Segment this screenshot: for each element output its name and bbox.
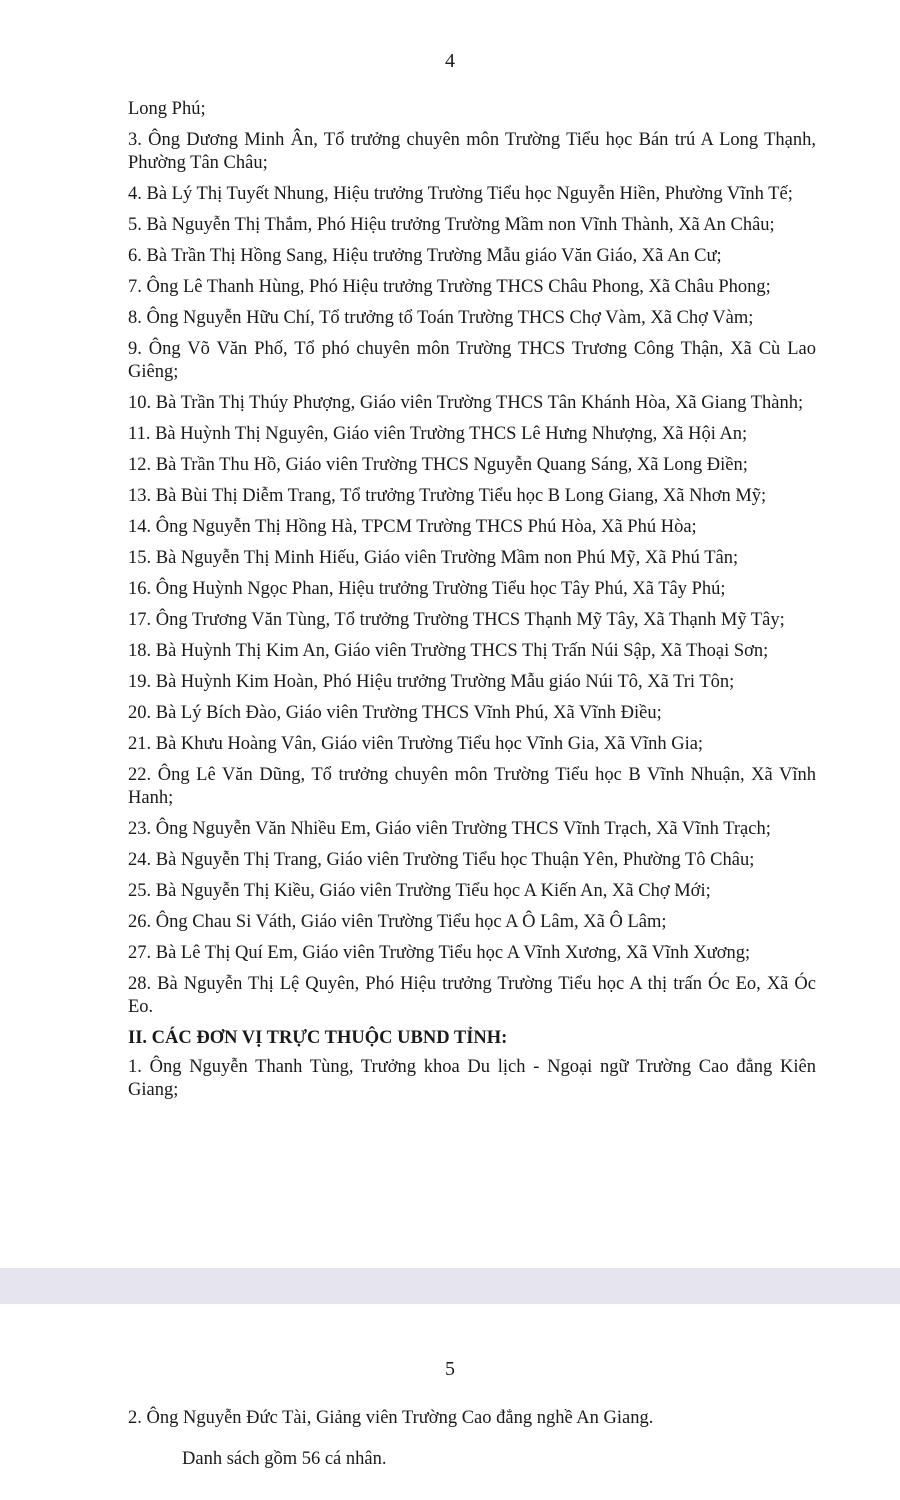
list-item: 13. Bà Bùi Thị Diễm Trang, Tổ trưởng Trường Tiểu học B Long Giang, Xã Nhơn Mỹ; <box>128 486 767 506</box>
list-item: 16. Ông Huỳnh Ngọc Phan, Hiệu trưởng Trường Tiểu học Tây Phú, Xã Tây Phú; <box>128 579 726 599</box>
list-item: 6. Bà Trần Thị Hồng Sang, Hiệu trưởng Trường Mẫu giáo Văn Giáo, Xã An Cư; <box>128 246 722 266</box>
page-number: 4 <box>445 50 455 72</box>
list-item: 24. Bà Nguyễn Thị Trang, Giáo viên Trường Tiểu học Thuận Yên, Phường Tô Châu; <box>128 850 755 870</box>
list-item: 19. Bà Huỳnh Kim Hoàn, Phó Hiệu trưởng Trường Mẫu giáo Núi Tô, Xã Tri Tôn; <box>128 672 735 692</box>
list-item: 4. Bà Lý Thị Tuyết Nhung, Hiệu trưởng Trường Tiểu học Nguyễn Hiền, Phường Vĩnh Tế; <box>128 184 793 204</box>
list-item: 18. Bà Huỳnh Thị Kim An, Giáo viên Trường THCS Thị Trấn Núi Sập, Xã Thoại Sơn; <box>128 641 769 661</box>
member-list <box>128 98 816 1019</box>
list-item: 15. Bà Nguyễn Thị Minh Hiếu, Giáo viên Trường Mầm non Phú Mỹ, Xã Phú Tân; <box>128 548 739 568</box>
list-item: 10. Bà Trần Thị Thúy Phượng, Giáo viên Trường THCS Tân Khánh Hòa, Xã Giang Thành; <box>128 393 804 413</box>
list-item: 28. Bà Nguyễn Thị Lệ Quyên, Phó Hiệu trưởng Trường Tiểu học A thị trấn Óc Eo, Xã Óc Eo. <box>128 974 816 1017</box>
list-item: 25. Bà Nguyễn Thị Kiều, Giáo viên Trường Tiểu học A Kiến An, Xã Chợ Mới; <box>128 881 711 901</box>
list-item: 3. Ông Dương Minh Ân, Tổ trưởng chuyên môn Trường Tiểu học Bán trú A Long Thạnh, Phường Tân Châu; <box>128 130 816 173</box>
list-item: 7. Ông Lê Thanh Hùng, Phó Hiệu trưởng Trường THCS Châu Phong, Xã Châu Phong; <box>128 277 771 297</box>
page-content <box>128 1407 816 1471</box>
list-summary: Danh sách gồm 56 cá nhân. <box>182 1449 387 1469</box>
list-item: 9. Ông Võ Văn Phố, Tổ phó chuyên môn Trường THCS Trương Công Thận, Xã Cù Lao Giêng; <box>128 339 816 382</box>
page-content <box>128 98 816 1110</box>
section-member-list <box>128 1056 816 1102</box>
member-list <box>128 1407 816 1430</box>
list-item: 2. Ông Nguyễn Đức Tài, Giảng viên Trường Cao đẳng nghề An Giang. <box>128 1408 654 1428</box>
list-item: 5. Bà Nguyễn Thị Thắm, Phó Hiệu trưởng Trường Mầm non Vĩnh Thành, Xã An Châu; <box>128 215 775 235</box>
list-item: 21. Bà Khưu Hoàng Vân, Giáo viên Trường Tiểu học Vĩnh Gia, Xã Vĩnh Gia; <box>128 734 704 754</box>
list-item: 26. Ông Chau Si Váth, Giáo viên Trường Tiểu học A Ô Lâm, Xã Ô Lâm; <box>128 912 667 932</box>
list-item: 11. Bà Huỳnh Thị Nguyên, Giáo viên Trường THCS Lê Hưng Nhượng, Xã Hội An; <box>128 424 748 444</box>
page-number: 5 <box>445 1358 455 1380</box>
list-item: 12. Bà Trần Thu Hồ, Giáo viên Trường THCS Nguyễn Quang Sáng, Xã Long Điền; <box>128 455 748 475</box>
document-page-5 <box>0 1304 900 1500</box>
list-item: 14. Ông Nguyễn Thị Hồng Hà, TPCM Trường THCS Phú Hòa, Xã Phú Hòa; <box>128 517 697 537</box>
page-separator <box>0 1268 900 1304</box>
list-item: 8. Ông Nguyễn Hữu Chí, Tổ trưởng tổ Toán Trường THCS Chợ Vàm, Xã Chợ Vàm; <box>128 308 754 328</box>
list-item: 23. Ông Nguyễn Văn Nhiều Em, Giáo viên Trường THCS Vĩnh Trạch, Xã Vĩnh Trạch; <box>128 819 771 839</box>
list-item: 20. Bà Lý Bích Đào, Giáo viên Trường THCS Vĩnh Phú, Xã Vĩnh Điều; <box>128 703 662 723</box>
list-item: 1. Ông Nguyễn Thanh Tùng, Trưởng khoa Du lịch - Ngoại ngữ Trường Cao đẳng Kiên Giang; <box>128 1057 816 1100</box>
list-item: 22. Ông Lê Văn Dũng, Tổ trưởng chuyên môn Trường Tiểu học B Vĩnh Nhuận, Xã Vĩnh Hanh; <box>128 765 816 808</box>
section-heading: II. CÁC ĐƠN VỊ TRỰC THUỘC UBND TỈNH: <box>128 1028 508 1048</box>
list-item: 17. Ông Trương Văn Tùng, Tổ trưởng Trường THCS Thạnh Mỹ Tây, Xã Thạnh Mỹ Tây; <box>128 610 785 630</box>
list-item: Long Phú; <box>128 99 206 119</box>
list-item: 27. Bà Lê Thị Quí Em, Giáo viên Trường Tiểu học A Vĩnh Xương, Xã Vĩnh Xương; <box>128 943 751 963</box>
